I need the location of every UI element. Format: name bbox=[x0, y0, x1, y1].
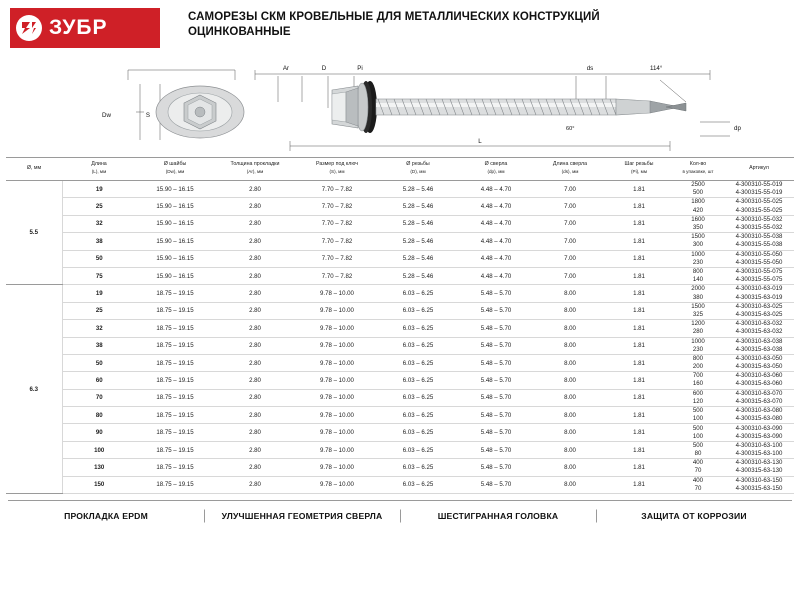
cell-gasket-thickness: 2.80 bbox=[214, 407, 296, 424]
cell-article: 4-300310-63-060 4-300315-63-060 bbox=[724, 372, 794, 389]
table-header-row bbox=[6, 158, 794, 181]
cell-drill-diameter: 5.48 – 5.70 bbox=[458, 459, 534, 476]
cell-drill-length: 8.00 bbox=[534, 389, 606, 406]
cell-gasket-thickness: 2.80 bbox=[214, 441, 296, 458]
cell-thread-pitch: 1.81 bbox=[606, 285, 672, 302]
cell-wrench-size: 9.78 – 10.00 bbox=[296, 476, 378, 493]
cell-wrench-size: 9.78 – 10.00 bbox=[296, 407, 378, 424]
cell-drill-diameter: 5.48 – 5.70 bbox=[458, 441, 534, 458]
cell-drill-diameter: 5.48 – 5.70 bbox=[458, 389, 534, 406]
cell-wrench-size: 9.78 – 10.00 bbox=[296, 285, 378, 302]
table-row bbox=[6, 424, 794, 441]
cell-gasket-thickness: 2.80 bbox=[214, 424, 296, 441]
table-row bbox=[6, 215, 794, 232]
cell-thread-diameter: 5.28 – 5.46 bbox=[378, 181, 458, 198]
table-row bbox=[6, 337, 794, 354]
cell-quantity: 700 160 bbox=[672, 372, 724, 389]
cell-quantity: 500 100 bbox=[672, 424, 724, 441]
cell-article: 4-300310-63-025 4-300315-63-025 bbox=[724, 302, 794, 319]
cell-thread-pitch: 1.81 bbox=[606, 181, 672, 198]
cell-thread-diameter: 6.03 – 6.25 bbox=[378, 354, 458, 371]
footer-item-3: ЗАЩИТА ОТ КОРРОЗИИ bbox=[596, 511, 792, 521]
cell-wrench-size: 9.78 – 10.00 bbox=[296, 302, 378, 319]
diagram-label-pi: Pi bbox=[357, 65, 363, 72]
table-row bbox=[6, 198, 794, 215]
table-header-cell-1: Длина (L), мм bbox=[62, 158, 136, 181]
cell-article: 4-300310-63-100 4-300315-63-100 bbox=[724, 441, 794, 458]
cell-thread-pitch: 1.81 bbox=[606, 320, 672, 337]
cell-article: 4-300310-63-150 4-300315-63-150 bbox=[724, 476, 794, 493]
cell-washer-diameter: 15.90 – 16.15 bbox=[136, 250, 214, 267]
cell-washer-diameter: 18.75 – 19.15 bbox=[136, 337, 214, 354]
table-row bbox=[6, 181, 794, 198]
cell-quantity: 600 120 bbox=[672, 389, 724, 406]
cell-drill-diameter: 5.48 – 5.70 bbox=[458, 354, 534, 371]
cell-gasket-thickness: 2.80 bbox=[214, 372, 296, 389]
cell-length: 32 bbox=[62, 320, 136, 337]
cell-quantity: 1000 230 bbox=[672, 337, 724, 354]
cell-wrench-size: 7.70 – 7.82 bbox=[296, 215, 378, 232]
cell-thread-diameter: 6.03 – 6.25 bbox=[378, 337, 458, 354]
cell-thread-pitch: 1.81 bbox=[606, 459, 672, 476]
cell-thread-pitch: 1.81 bbox=[606, 441, 672, 458]
cell-quantity: 1500 300 bbox=[672, 233, 724, 250]
cell-drill-diameter: 4.48 – 4.70 bbox=[458, 233, 534, 250]
cell-quantity: 1800 420 bbox=[672, 198, 724, 215]
cell-wrench-size: 9.78 – 10.00 bbox=[296, 372, 378, 389]
footer-item-1: УЛУЧШЕННАЯ ГЕОМЕТРИЯ СВЕРЛА bbox=[204, 511, 400, 521]
cell-thread-diameter: 6.03 – 6.25 bbox=[378, 459, 458, 476]
cell-wrench-size: 7.70 – 7.82 bbox=[296, 233, 378, 250]
cell-wrench-size: 7.70 – 7.82 bbox=[296, 198, 378, 215]
cell-wrench-size: 7.70 – 7.82 bbox=[296, 250, 378, 267]
cell-drill-length: 8.00 bbox=[534, 302, 606, 319]
table-row bbox=[6, 233, 794, 250]
table-header-cell-4: Размер под ключ (S), мм bbox=[296, 158, 378, 181]
cell-drill-length: 8.00 bbox=[534, 424, 606, 441]
table-row bbox=[6, 441, 794, 458]
product-diagram bbox=[10, 62, 790, 157]
cell-drill-length: 7.00 bbox=[534, 198, 606, 215]
cell-thread-diameter: 6.03 – 6.25 bbox=[378, 302, 458, 319]
cell-drill-diameter: 5.48 – 5.70 bbox=[458, 407, 534, 424]
cell-thread-pitch: 1.81 bbox=[606, 476, 672, 493]
diagram-label-dp: dp bbox=[734, 125, 741, 132]
cell-thread-diameter: 5.28 – 5.46 bbox=[378, 198, 458, 215]
table-row bbox=[6, 476, 794, 493]
cell-drill-diameter: 5.48 – 5.70 bbox=[458, 320, 534, 337]
cell-diameter-group: 5.5 bbox=[6, 181, 62, 285]
cell-drill-diameter: 4.48 – 4.70 bbox=[458, 215, 534, 232]
cell-thread-pitch: 1.81 bbox=[606, 233, 672, 250]
cell-washer-diameter: 15.90 – 16.15 bbox=[136, 198, 214, 215]
cell-length: 150 bbox=[62, 476, 136, 493]
cell-article: 4-300310-55-032 4-300315-55-032 bbox=[724, 215, 794, 232]
table-header-cell-10: Артикул bbox=[724, 158, 794, 181]
table-header-cell-0: Ø, мм bbox=[6, 158, 62, 181]
cell-wrench-size: 9.78 – 10.00 bbox=[296, 320, 378, 337]
cell-drill-length: 8.00 bbox=[534, 441, 606, 458]
page-header bbox=[0, 0, 800, 62]
cell-thread-diameter: 5.28 – 5.46 bbox=[378, 215, 458, 232]
cell-quantity: 1600 350 bbox=[672, 215, 724, 232]
cell-article: 4-300310-55-038 4-300315-55-038 bbox=[724, 233, 794, 250]
cell-thread-diameter: 6.03 – 6.25 bbox=[378, 441, 458, 458]
zubr-arrow-icon bbox=[16, 15, 42, 41]
cell-drill-length: 8.00 bbox=[534, 372, 606, 389]
diagram-label-s: S bbox=[145, 112, 151, 119]
cell-gasket-thickness: 2.80 bbox=[214, 320, 296, 337]
cell-drill-length: 8.00 bbox=[534, 459, 606, 476]
cell-length: 32 bbox=[62, 215, 136, 232]
table-header-cell-6: Ø сверла (dp), мм bbox=[458, 158, 534, 181]
cell-wrench-size: 9.78 – 10.00 bbox=[296, 441, 378, 458]
cell-gasket-thickness: 2.80 bbox=[214, 285, 296, 302]
table-header-cell-7: Длина сверла (ds), мм bbox=[534, 158, 606, 181]
cell-washer-diameter: 15.90 – 16.15 bbox=[136, 181, 214, 198]
cell-gasket-thickness: 2.80 bbox=[214, 267, 296, 284]
cell-quantity: 800 140 bbox=[672, 267, 724, 284]
cell-drill-diameter: 5.48 – 5.70 bbox=[458, 372, 534, 389]
table-header-cell-3: Толщина прокладки (Ar), мм bbox=[214, 158, 296, 181]
brand-name: ЗУБР bbox=[49, 16, 108, 39]
cell-drill-length: 7.00 bbox=[534, 215, 606, 232]
cell-drill-diameter: 5.48 – 5.70 bbox=[458, 337, 534, 354]
cell-wrench-size: 9.78 – 10.00 bbox=[296, 459, 378, 476]
cell-gasket-thickness: 2.80 bbox=[214, 354, 296, 371]
cell-length: 100 bbox=[62, 441, 136, 458]
cell-length: 19 bbox=[62, 181, 136, 198]
cell-drill-diameter: 4.48 – 4.70 bbox=[458, 267, 534, 284]
footer-item-0: ПРОКЛАДКА EPDM bbox=[64, 510, 148, 521]
cell-quantity: 800 200 bbox=[672, 354, 724, 371]
cell-quantity: 500 80 bbox=[672, 441, 724, 458]
cell-length: 25 bbox=[62, 302, 136, 319]
cell-drill-diameter: 5.48 – 5.70 bbox=[458, 424, 534, 441]
cell-washer-diameter: 18.75 – 19.15 bbox=[136, 441, 214, 458]
table-row bbox=[6, 354, 794, 371]
cell-article: 4-300310-63-019 4-300315-63-019 bbox=[724, 285, 794, 302]
cell-thread-diameter: 5.28 – 5.46 bbox=[378, 267, 458, 284]
cell-length: 38 bbox=[62, 337, 136, 354]
table-row bbox=[6, 459, 794, 476]
cell-thread-pitch: 1.81 bbox=[606, 354, 672, 371]
cell-length: 75 bbox=[62, 267, 136, 284]
cell-gasket-thickness: 2.80 bbox=[214, 215, 296, 232]
cell-washer-diameter: 18.75 – 19.15 bbox=[136, 302, 214, 319]
cell-article: 4-300310-55-019 4-300315-55-019 bbox=[724, 181, 794, 198]
diagram-label-angle-114: 114° bbox=[650, 65, 663, 72]
cell-article: 4-300310-55-025 4-300315-55-025 bbox=[724, 198, 794, 215]
cell-gasket-thickness: 2.80 bbox=[214, 198, 296, 215]
cell-drill-length: 8.00 bbox=[534, 337, 606, 354]
table-row bbox=[6, 285, 794, 302]
table-row bbox=[6, 250, 794, 267]
cell-wrench-size: 9.78 – 10.00 bbox=[296, 424, 378, 441]
cell-quantity: 1000 230 bbox=[672, 250, 724, 267]
cell-washer-diameter: 18.75 – 19.15 bbox=[136, 424, 214, 441]
feature-footer bbox=[8, 500, 792, 530]
diagram-label-d: D bbox=[321, 65, 327, 72]
cell-length: 38 bbox=[62, 233, 136, 250]
cell-drill-diameter: 5.48 – 5.70 bbox=[458, 302, 534, 319]
cell-drill-length: 8.00 bbox=[534, 354, 606, 371]
cell-thread-diameter: 6.03 – 6.25 bbox=[378, 424, 458, 441]
cell-article: 4-300310-55-050 4-300315-55-050 bbox=[724, 250, 794, 267]
cell-gasket-thickness: 2.80 bbox=[214, 181, 296, 198]
cell-quantity: 500 100 bbox=[672, 407, 724, 424]
cell-thread-diameter: 6.03 – 6.25 bbox=[378, 389, 458, 406]
cell-gasket-thickness: 2.80 bbox=[214, 459, 296, 476]
cell-thread-diameter: 6.03 – 6.25 bbox=[378, 476, 458, 493]
cell-article: 4-300310-63-032 4-300315-63-032 bbox=[724, 320, 794, 337]
diagram-label-angle-60: 60° bbox=[566, 126, 575, 132]
cell-article: 4-300310-63-080 4-300315-63-080 bbox=[724, 407, 794, 424]
cell-washer-diameter: 18.75 – 19.15 bbox=[136, 320, 214, 337]
table-row bbox=[6, 302, 794, 319]
cell-quantity: 2000 380 bbox=[672, 285, 724, 302]
cell-drill-diameter: 4.48 – 4.70 bbox=[458, 198, 534, 215]
cell-thread-pitch: 1.81 bbox=[606, 424, 672, 441]
table-row bbox=[6, 407, 794, 424]
diagram-label-ds: ds bbox=[586, 65, 594, 72]
cell-thread-diameter: 5.28 – 5.46 bbox=[378, 233, 458, 250]
brand-logo bbox=[10, 8, 160, 48]
table-header-cell-5: Ø резьбы (D), мм bbox=[378, 158, 458, 181]
cell-gasket-thickness: 2.80 bbox=[214, 389, 296, 406]
cell-drill-diameter: 4.48 – 4.70 bbox=[458, 250, 534, 267]
cell-washer-diameter: 15.90 – 16.15 bbox=[136, 233, 214, 250]
table-header-cell-2: Ø шайбы (Dw), мм bbox=[136, 158, 214, 181]
cell-gasket-thickness: 2.80 bbox=[214, 233, 296, 250]
cell-drill-length: 7.00 bbox=[534, 267, 606, 284]
cell-thread-diameter: 6.03 – 6.25 bbox=[378, 372, 458, 389]
cell-thread-pitch: 1.81 bbox=[606, 407, 672, 424]
cell-thread-pitch: 1.81 bbox=[606, 250, 672, 267]
table-row bbox=[6, 267, 794, 284]
cell-washer-diameter: 18.75 – 19.15 bbox=[136, 476, 214, 493]
cell-drill-length: 8.00 bbox=[534, 285, 606, 302]
cell-washer-diameter: 18.75 – 19.15 bbox=[136, 354, 214, 371]
cell-drill-length: 7.00 bbox=[534, 233, 606, 250]
cell-length: 130 bbox=[62, 459, 136, 476]
cell-diameter-group: 6.3 bbox=[6, 285, 62, 494]
cell-thread-pitch: 1.81 bbox=[606, 215, 672, 232]
cell-length: 70 bbox=[62, 389, 136, 406]
cell-thread-diameter: 5.28 – 5.46 bbox=[378, 250, 458, 267]
specifications-table bbox=[6, 157, 794, 494]
cell-thread-pitch: 1.81 bbox=[606, 302, 672, 319]
cell-length: 80 bbox=[62, 407, 136, 424]
cell-length: 50 bbox=[62, 354, 136, 371]
cell-wrench-size: 7.70 – 7.82 bbox=[296, 181, 378, 198]
cell-thread-pitch: 1.81 bbox=[606, 389, 672, 406]
cell-drill-length: 7.00 bbox=[534, 250, 606, 267]
cell-thread-diameter: 6.03 – 6.25 bbox=[378, 285, 458, 302]
cell-drill-length: 8.00 bbox=[534, 320, 606, 337]
cell-drill-diameter: 4.48 – 4.70 bbox=[458, 181, 534, 198]
cell-wrench-size: 9.78 – 10.00 bbox=[296, 337, 378, 354]
diagram-label-l: L bbox=[478, 138, 482, 145]
cell-quantity: 1200 280 bbox=[672, 320, 724, 337]
cell-article: 4-300310-63-090 4-300315-63-090 bbox=[724, 424, 794, 441]
table-row bbox=[6, 372, 794, 389]
page-title bbox=[160, 8, 600, 40]
cell-quantity: 400 70 bbox=[672, 459, 724, 476]
cell-length: 90 bbox=[62, 424, 136, 441]
table-header-cell-9: Кол-во в упаковке, шт bbox=[672, 158, 724, 181]
cell-length: 25 bbox=[62, 198, 136, 215]
cell-thread-pitch: 1.81 bbox=[606, 198, 672, 215]
cell-wrench-size: 9.78 – 10.00 bbox=[296, 389, 378, 406]
table-row bbox=[6, 389, 794, 406]
cell-article: 4-300310-55-075 4-300315-55-075 bbox=[724, 267, 794, 284]
cell-gasket-thickness: 2.80 bbox=[214, 302, 296, 319]
footer-item-2: ШЕСТИГРАННАЯ ГОЛОВКА bbox=[400, 511, 596, 521]
cell-washer-diameter: 18.75 – 19.15 bbox=[136, 459, 214, 476]
page-title-line-1: САМОРЕЗЫ СКМ КРОВЕЛЬНЫЕ ДЛЯ МЕТАЛЛИЧЕСКИХ КОНСТРУКЦИЙ bbox=[188, 11, 600, 23]
cell-length: 19 bbox=[62, 285, 136, 302]
diagram-label-dw: Dw bbox=[102, 112, 111, 119]
table-header-cell-8: Шаг резьбы (Pi), мм bbox=[606, 158, 672, 181]
cell-drill-length: 8.00 bbox=[534, 476, 606, 493]
cell-article: 4-300310-63-130 4-300315-63-130 bbox=[724, 459, 794, 476]
cell-drill-diameter: 5.48 – 5.70 bbox=[458, 476, 534, 493]
cell-thread-pitch: 1.81 bbox=[606, 267, 672, 284]
cell-quantity: 1500 325 bbox=[672, 302, 724, 319]
specifications-table-wrap bbox=[0, 157, 800, 494]
cell-thread-diameter: 6.03 – 6.25 bbox=[378, 320, 458, 337]
table-row bbox=[6, 320, 794, 337]
cell-drill-length: 8.00 bbox=[534, 407, 606, 424]
cell-article: 4-300310-63-050 4-300315-63-050 bbox=[724, 354, 794, 371]
cell-washer-diameter: 15.90 – 16.15 bbox=[136, 215, 214, 232]
cell-thread-pitch: 1.81 bbox=[606, 337, 672, 354]
cell-washer-diameter: 18.75 – 19.15 bbox=[136, 407, 214, 424]
cell-wrench-size: 9.78 – 10.00 bbox=[296, 354, 378, 371]
page-title-line-2: ОЦИНКОВАННЫЕ bbox=[188, 26, 291, 38]
cell-washer-diameter: 18.75 – 19.15 bbox=[136, 285, 214, 302]
cell-quantity: 2500 500 bbox=[672, 181, 724, 198]
cell-drill-length: 7.00 bbox=[534, 181, 606, 198]
cell-quantity: 400 70 bbox=[672, 476, 724, 493]
cell-thread-pitch: 1.81 bbox=[606, 372, 672, 389]
cell-length: 60 bbox=[62, 372, 136, 389]
cell-wrench-size: 7.70 – 7.82 bbox=[296, 267, 378, 284]
cell-thread-diameter: 6.03 – 6.25 bbox=[378, 407, 458, 424]
cell-article: 4-300310-63-070 4-300315-63-070 bbox=[724, 389, 794, 406]
cell-gasket-thickness: 2.80 bbox=[214, 476, 296, 493]
cell-washer-diameter: 18.75 – 19.15 bbox=[136, 372, 214, 389]
cell-gasket-thickness: 2.80 bbox=[214, 250, 296, 267]
cell-length: 50 bbox=[62, 250, 136, 267]
cell-gasket-thickness: 2.80 bbox=[214, 337, 296, 354]
cell-washer-diameter: 15.90 – 16.15 bbox=[136, 267, 214, 284]
cell-drill-diameter: 5.48 – 5.70 bbox=[458, 285, 534, 302]
diagram-label-ar: Ar bbox=[282, 65, 290, 72]
cell-washer-diameter: 18.75 – 19.15 bbox=[136, 389, 214, 406]
cell-article: 4-300310-63-038 4-300315-63-038 bbox=[724, 337, 794, 354]
